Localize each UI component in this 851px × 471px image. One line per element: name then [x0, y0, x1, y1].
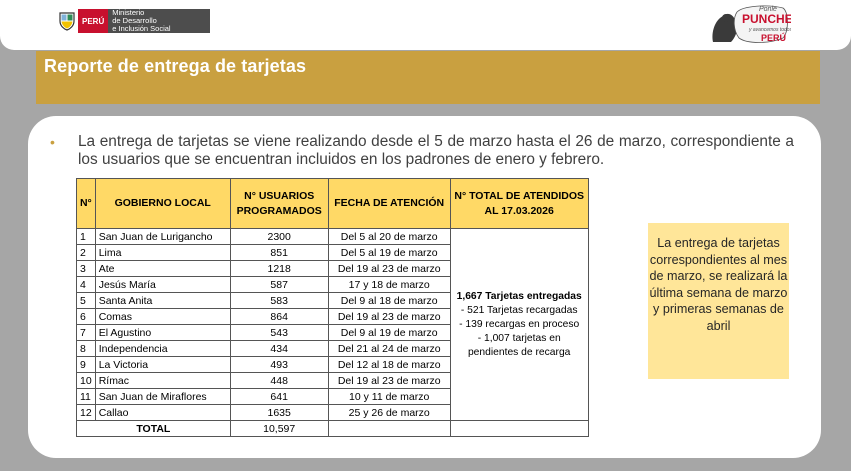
cell-usuarios: 587: [230, 277, 328, 293]
title-banner: [36, 51, 820, 104]
cell-num: 12: [77, 405, 96, 421]
cell-gobierno: Rímac: [95, 373, 230, 389]
government-logo: [56, 9, 210, 33]
delivery-table: [76, 178, 589, 437]
cell-usuarios: 2300: [230, 229, 328, 245]
cell-num: 8: [77, 341, 96, 357]
cell-fecha: Del 19 al 23 de marzo: [328, 373, 450, 389]
cell-gobierno: Independencia: [95, 341, 230, 357]
cell-fecha: Del 19 al 23 de marzo: [328, 309, 450, 325]
ministry-line-1: Ministerio: [112, 8, 145, 17]
summary-line5: pendientes de recarga: [467, 346, 571, 358]
cell-num: 6: [77, 309, 96, 325]
header-fecha: FECHA DE ATENCIÓN: [328, 179, 450, 229]
cell-fecha: 17 y 18 de marzo: [328, 277, 450, 293]
cell-usuarios: 851: [230, 245, 328, 261]
header-gobierno: GOBIERNO LOCAL: [95, 179, 230, 229]
cell-num: 1: [77, 229, 96, 245]
cell-usuarios: 1635: [230, 405, 328, 421]
cell-gobierno: Santa Anita: [95, 293, 230, 309]
cell-fecha: 10 y 11 de marzo: [328, 389, 450, 405]
ministry-line-2: de Desarrollo: [112, 16, 157, 25]
cell-fecha: Del 21 al 24 de marzo: [328, 341, 450, 357]
cell-usuarios: 434: [230, 341, 328, 357]
cell-gobierno: Jesús María: [95, 277, 230, 293]
page-title: Reporte de entrega de tarjetas: [44, 56, 307, 76]
brand-line-2: PUNCHE: [742, 12, 791, 26]
summary-line3: - 139 recargas en proceso: [459, 318, 580, 330]
cell-fecha: Del 9 al 18 de marzo: [328, 293, 450, 309]
top-header-bar: [0, 0, 851, 50]
cell-usuarios: 583: [230, 293, 328, 309]
summary-line1: 1,667 Tarjetas entregadas: [456, 290, 582, 302]
total-fecha-empty: [328, 421, 450, 437]
cell-fecha: Del 12 al 18 de marzo: [328, 357, 450, 373]
brand-line-3: y avancemos todos: [749, 27, 791, 33]
intro-paragraph: [50, 133, 794, 169]
total-usuarios: 10,597: [230, 421, 328, 437]
ministry-line-3: e Inclusión Social: [112, 24, 171, 33]
table-row: [77, 229, 589, 245]
cell-num: 5: [77, 293, 96, 309]
cell-gobierno: El Agustino: [95, 325, 230, 341]
cell-usuarios: 1218: [230, 261, 328, 277]
cell-fecha: Del 5 al 19 de marzo: [328, 245, 450, 261]
cell-gobierno: Comas: [95, 309, 230, 325]
total-row: [77, 421, 589, 437]
content-card: [28, 116, 821, 458]
cell-num: 9: [77, 357, 96, 373]
cell-num: 11: [77, 389, 96, 405]
summary-line2: - 521 Tarjetas recargadas: [460, 304, 578, 316]
cell-fecha: 25 y 26 de marzo: [328, 405, 450, 421]
cell-gobierno: San Juan de Lurigancho: [95, 229, 230, 245]
cell-fecha: Del 19 al 23 de marzo: [328, 261, 450, 277]
cell-num: 10: [77, 373, 96, 389]
intro-text: La entrega de tarjetas se viene realizando desde el 5 de marzo hasta el 26 de marzo, correspondiente a los usuarios que se encuentran incluidos en los padrones de enero y febrero.: [78, 133, 794, 168]
cell-num: 7: [77, 325, 96, 341]
cell-gobierno: Ate: [95, 261, 230, 277]
summary-cell: [450, 229, 588, 421]
brand-line-1: Ponle: [759, 6, 777, 13]
cell-gobierno: La Victoria: [95, 357, 230, 373]
brand-line-4: PERÚ: [761, 33, 787, 43]
header-num: N°: [77, 179, 96, 229]
cell-usuarios: 864: [230, 309, 328, 325]
cell-usuarios: 543: [230, 325, 328, 341]
cell-usuarios: 493: [230, 357, 328, 373]
cell-gobierno: Callao: [95, 405, 230, 421]
peru-label: PERÚ: [78, 9, 108, 33]
cell-num: 3: [77, 261, 96, 277]
total-summary-empty: [450, 421, 588, 437]
header-total: N° TOTAL DE ATENDIDOS AL 17.03.2026: [450, 179, 588, 229]
total-label: TOTAL: [77, 421, 231, 437]
cell-gobierno: San Juan de Miraflores: [95, 389, 230, 405]
cell-fecha: Del 5 al 20 de marzo: [328, 229, 450, 245]
peru-shield-icon: [56, 9, 78, 33]
march-note: La entrega de tarjetas correspondientes al mes de marzo, se realizará la última semana de marzo y primeras semanas de abril: [648, 223, 789, 379]
cell-fecha: Del 9 al 19 de marzo: [328, 325, 450, 341]
cell-usuarios: 448: [230, 373, 328, 389]
ponle-punche-logo: [709, 2, 791, 46]
cell-num: 4: [77, 277, 96, 293]
ministry-name: [108, 9, 210, 33]
table-header-row: [77, 179, 589, 229]
header-usuarios: N° USUARIOS PROGRAMADOS: [230, 179, 328, 229]
cell-gobierno: Lima: [95, 245, 230, 261]
summary-line4: - 1,007 tarjetas en: [477, 332, 561, 344]
cell-num: 2: [77, 245, 96, 261]
cell-usuarios: 641: [230, 389, 328, 405]
bullet-icon: •: [50, 134, 55, 150]
